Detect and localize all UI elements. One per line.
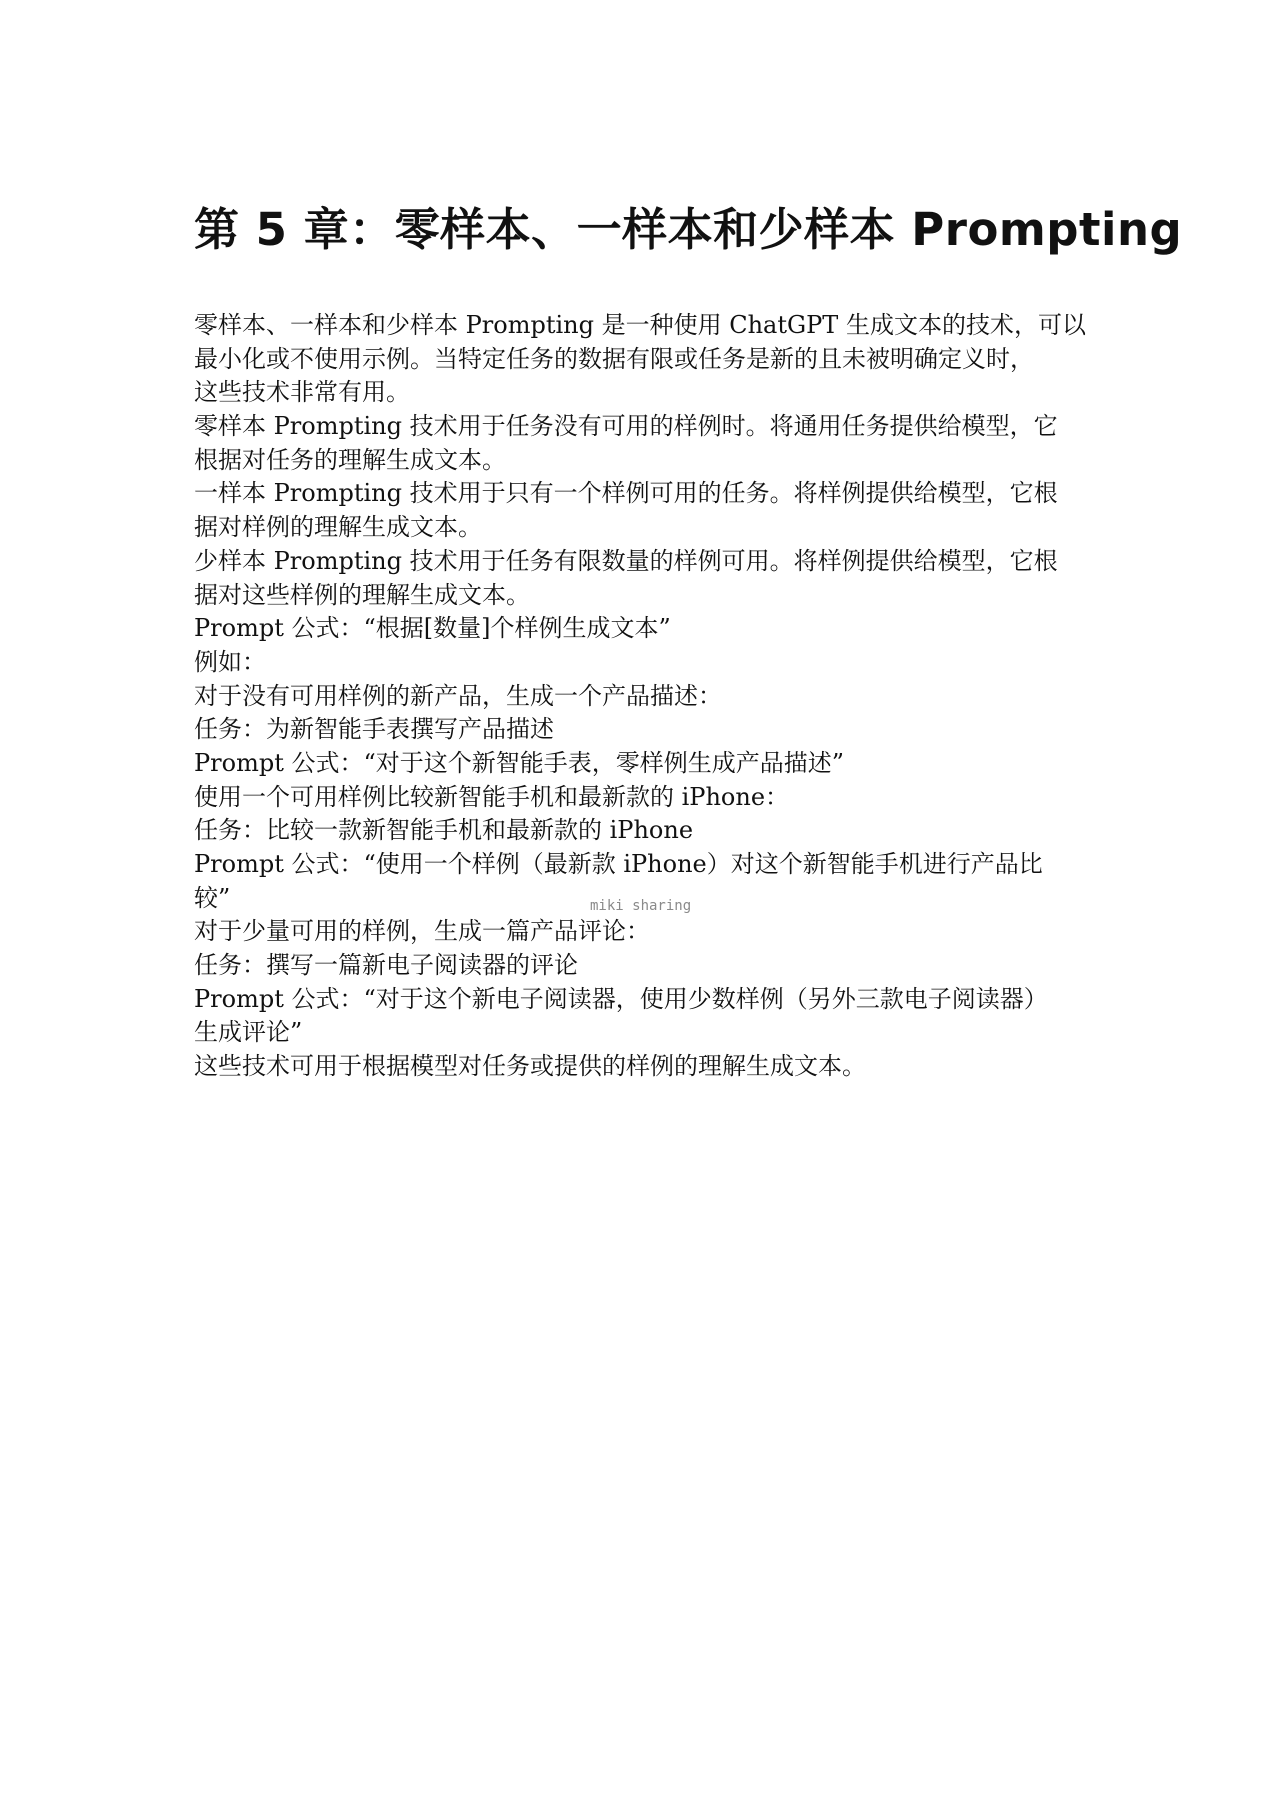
body-line: 对于少量可用的样例，生成一篇产品评论： [194, 917, 650, 946]
body-line: Prompt 公式：“使用一个样例（最新款 iPhone）对这个新智能手机进行产品比 [194, 850, 1043, 878]
body-line: 生成评论” [194, 1018, 303, 1047]
body-line: 零样本、一样本和少样本 Prompting 是一种使用 ChatGPT 生成文本的技术，可以 [194, 311, 1086, 339]
body-line: 据对这些样例的理解生成文本。 [194, 580, 530, 609]
body-line: 任务：为新智能手表撰写产品描述 [194, 715, 554, 744]
body-line: 根据对任务的理解生成文本。 [194, 445, 506, 474]
body-line: 最小化或不使用示例。当特定任务的数据有限或任务是新的且未被明确定义时， [194, 344, 1034, 373]
body-line: 较” [194, 883, 231, 912]
body-line: Prompt 公式：“根据[数量]个样例生成文本” [194, 614, 671, 643]
body-line: Prompt 公式：“对于这个新电子阅读器，使用少数样例（另外三款电子阅读器） [194, 984, 1048, 1013]
watermark: miki sharing [590, 898, 692, 914]
body-line: 据对样例的理解生成文本。 [194, 513, 482, 542]
body-line: 少样本 Prompting 技术用于任务有限数量的样例可用。将样例提供给模型，它根 [194, 546, 1058, 575]
body-line: 这些技术可用于根据模型对任务或提供的样例的理解生成文本。 [194, 1052, 866, 1081]
body-line: 一样本 Prompting 技术用于只有一个样例可用的任务。将样例提供给模型，它根 [194, 479, 1058, 508]
body-line: 任务：比较一款新智能手机和最新款的 iPhone [194, 816, 694, 845]
body-text [194, 309, 1094, 1084]
body-line: Prompt 公式：“对于这个新智能手表，零样例生成产品描述” [194, 748, 845, 777]
chapter-title: 第 5 章：零样本、一样本和少样本 Prompting [194, 203, 1183, 256]
body-line: 任务：撰写一篇新电子阅读器的评论 [194, 951, 578, 980]
body-line: 零样本 Prompting 技术用于任务没有可用的样例时。将通用任务提供给模型，它 [194, 412, 1058, 441]
body-line: 例如： [194, 647, 266, 676]
body-line: 这些技术非常有用。 [194, 378, 410, 407]
body-line: 对于没有可用样例的新产品，生成一个产品描述： [194, 681, 722, 710]
body-line: 使用一个可用样例比较新智能手机和最新款的 iPhone： [194, 782, 790, 811]
